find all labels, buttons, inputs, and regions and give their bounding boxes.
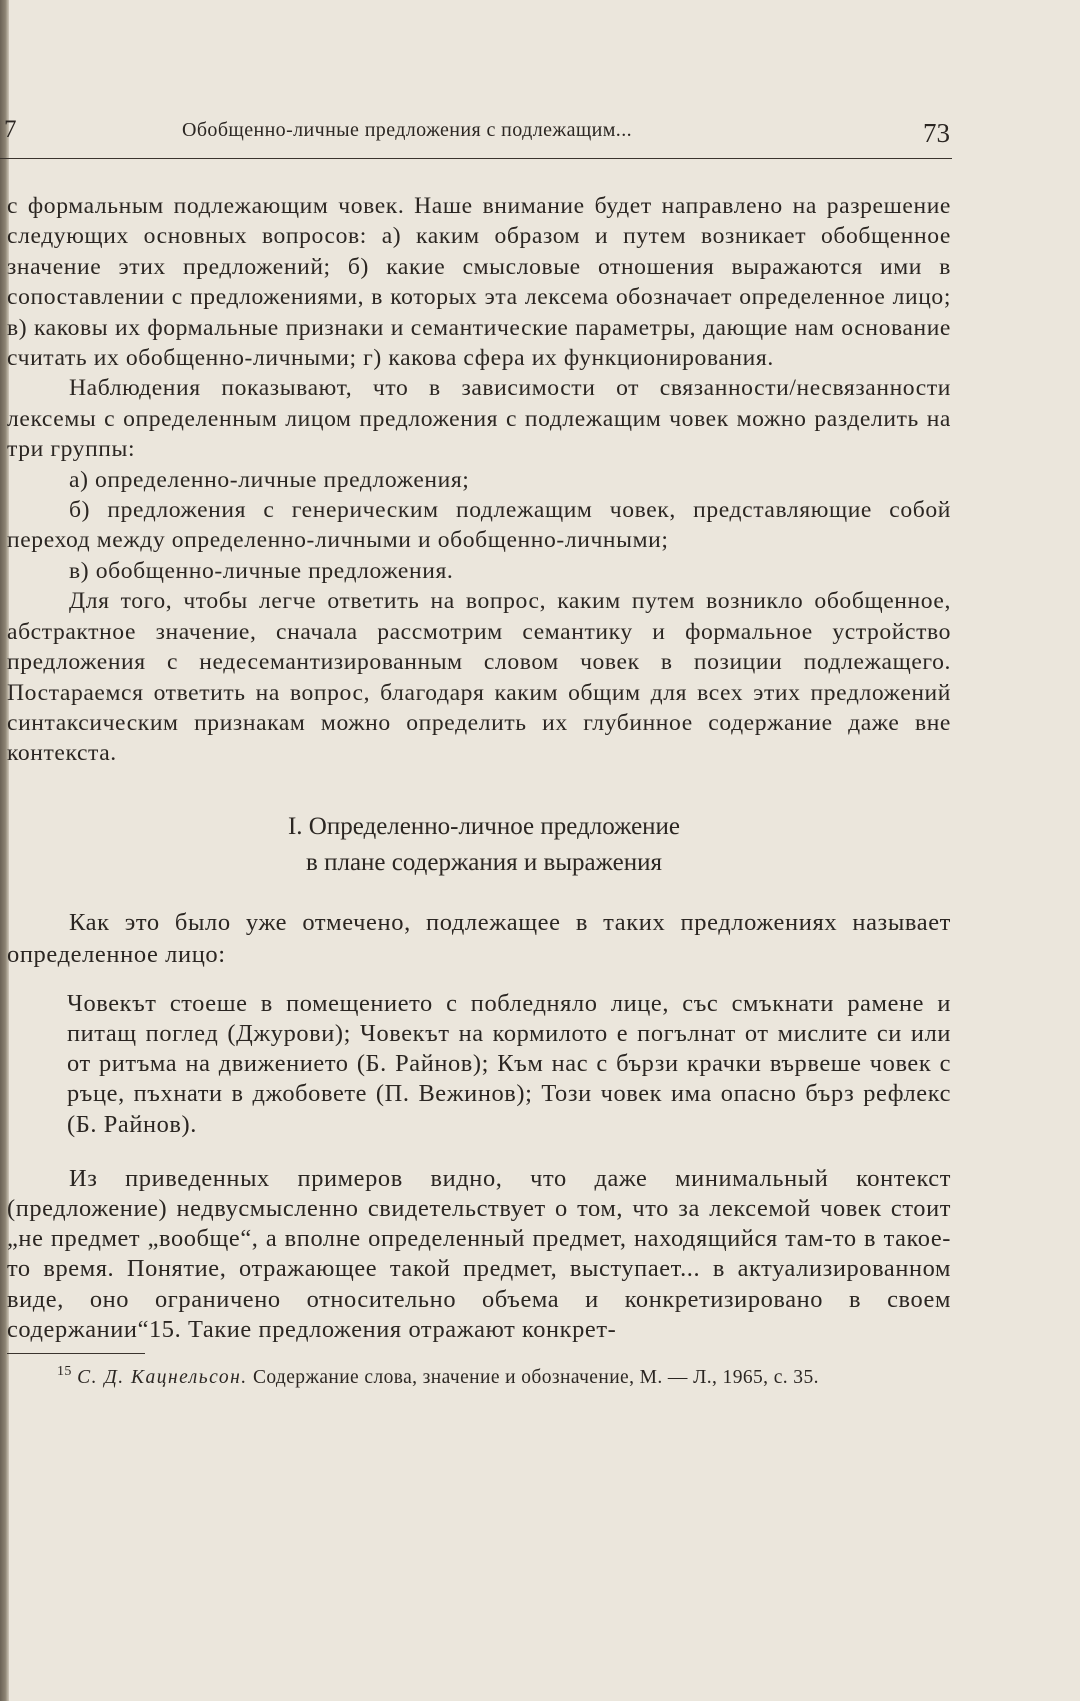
paragraph-questions: Для того, чтобы легче ответить на вопрос, каким путем возникло обобщенное, абстрактное значение, сначала рассмотрим семантику и формальное устройство предложения с недесемантизированным словом човек в позиции подлежащего. Постараемся ответить на вопрос, благодаря каким общим для всех этих предложений синтаксическим признакам можно определить их глубинное содержание даже вне контекста. xyxy=(7,588,951,767)
chapter-mark: 7 xyxy=(4,116,17,143)
paragraph-intro: с формальным подлежающим човек. Наше внимание будет направлено на разрешение следующих основных вопросов: а) каким образом и путем возникает обобщенное значение этих предложений; б) какие смысловые отношения выражаются ими в сопоставлении с предложениями, в которых эта лексема обозначает определенное лицо; в) каковы их формальные признаки и семантические параметры, дающие нам основание считать их обобщенно-личными; г) какова сфера их функционирования. xyxy=(7,193,951,372)
paragraph-observations: Наблюдения показывают, что в зависимости от связанности/несвязанности лексемы с определенным лицом предложения с подлежащим човек можно разделить на три группы: xyxy=(7,375,951,463)
footnote-rule xyxy=(7,1353,145,1354)
paragraph-analysis: Из приведенных примеров видно, что даже минимальный контекст (предложение) недвусмысленно свидетельствует о том, что за лексемой човек стоит „не предмет „вообще“, а вполне определенный предмет, находящийся там-то в такое-то время. Понятие, отражающее такой предмет, выступает... в актуализированном виде, оно ограничено относительно объема и конкретизировано в своем содержании“15. Такие предложения отражают конкрет- xyxy=(7,1164,951,1343)
footnote-author: С. Д. Кацнельсон. xyxy=(77,1366,248,1388)
footnote xyxy=(7,1364,951,1392)
section-heading-line-2: в плане содержания и выражения xyxy=(306,848,662,876)
list-item-b: б) предложения с генерическим подлежащим човек, представляющие собой переход между определенно-личными и обобщенно-личными; xyxy=(7,497,951,554)
running-title: Обобщенно-личные предложения с подлежащим... xyxy=(182,119,633,141)
section-heading-line-1: I. Определенно-личное предложение xyxy=(287,812,681,840)
list-item-a: а) определенно-личные предложения; xyxy=(69,466,470,493)
example-quote: Човекът стоеше в помещението с побледняло лице, със смъкнати рамене и питащ поглед (Джурови); Човекът на кормилото е погълнат от мислите си или от ритъма на движението (Б. Райнов); Към нас с бързи крачки вървеше човек с ръце, пъхнати в джобовете (П. Вежинов); Този човек има опасно бърз рефлекс (Б. Райнов). xyxy=(67,989,951,1138)
running-header xyxy=(0,112,952,159)
section-intro: Как это было уже отмечено, подлежащее в таких предложениях называет определенное лицо: xyxy=(7,908,951,968)
footnote-number: 15 xyxy=(57,1363,72,1379)
main-text xyxy=(7,191,951,1392)
page-number: 73 xyxy=(923,118,950,148)
section-heading xyxy=(7,809,951,881)
footnote-text: Содержание слова, значение и обозначение, М. — Л., 1965, с. 35. xyxy=(252,1366,819,1388)
list-item-c: в) обобщенно-личные предложения. xyxy=(69,557,454,584)
